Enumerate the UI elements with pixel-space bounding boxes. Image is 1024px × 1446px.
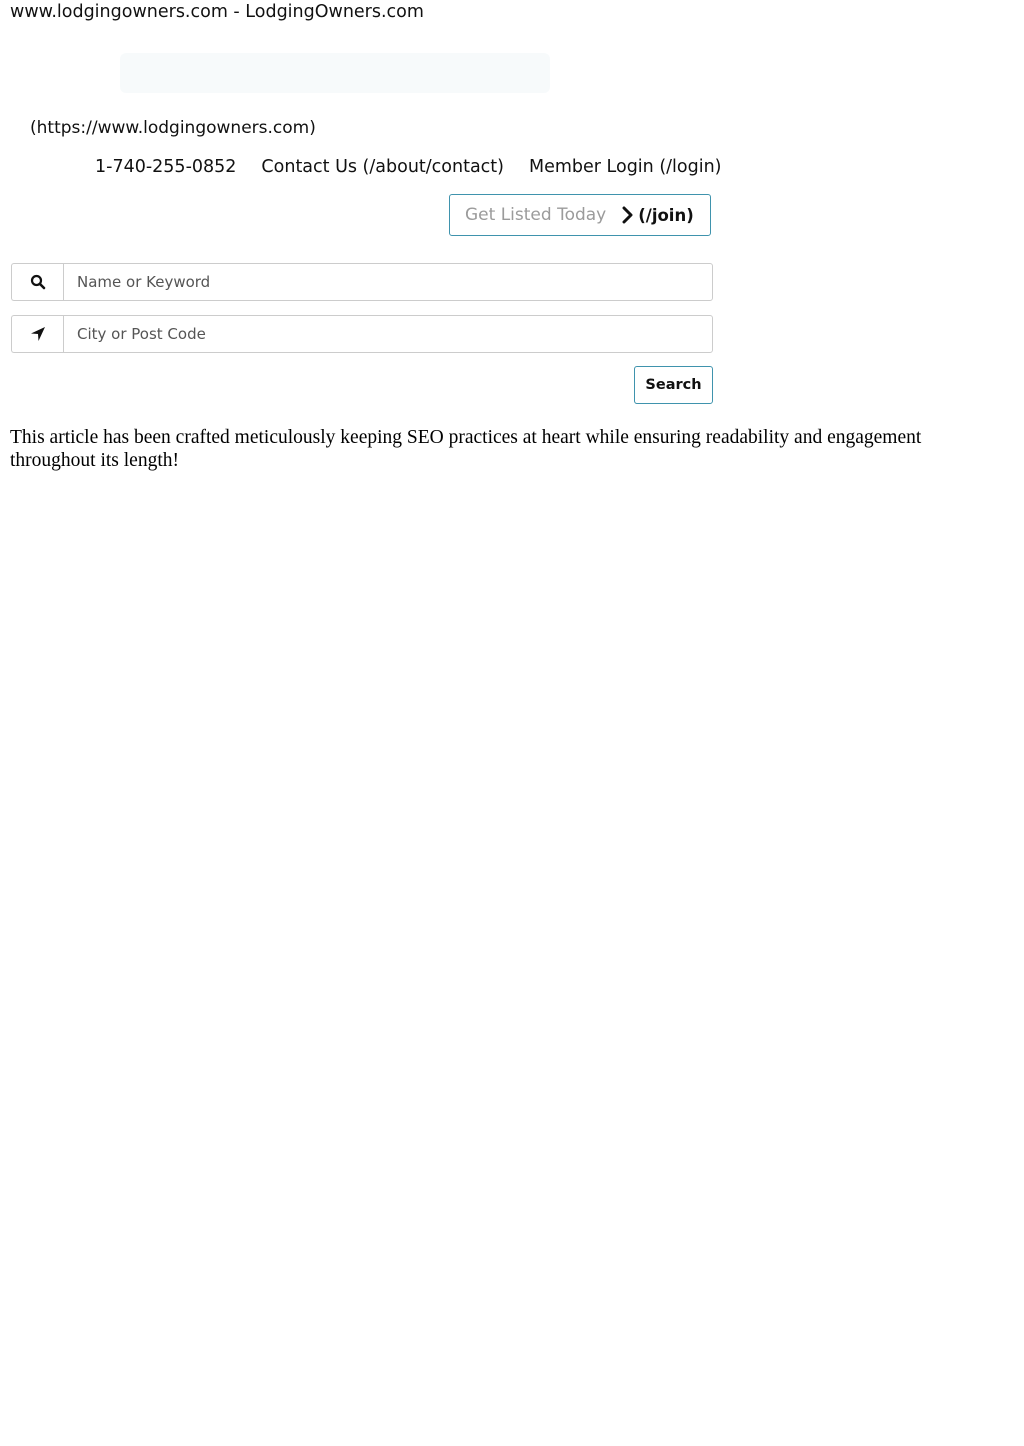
get-listed-button[interactable] [449, 194, 711, 236]
logo-link[interactable]: (https://www.lodgingowners.com) [30, 118, 316, 138]
member-login-link[interactable]: Member Login (/login) [529, 157, 722, 177]
location-addon [11, 315, 63, 353]
site-logo[interactable] [120, 45, 550, 100]
page-title: www.lodgingowners.com - LodgingOwners.com [10, 2, 424, 22]
location-arrow-icon [30, 326, 46, 342]
top-links [95, 156, 722, 178]
join-link[interactable]: (/join) [638, 205, 694, 225]
search-icon [30, 274, 46, 290]
keyword-search-group [11, 263, 713, 301]
phone-link[interactable]: 1-740-255-0852 [95, 157, 237, 177]
get-listed-label: Get Listed Today [465, 205, 607, 225]
article-text: This article has been crafted meticulously keeping SEO practices at heart while ensuring readability and engagement throughout its length! [10, 427, 922, 471]
chevron-right-icon [620, 206, 636, 224]
location-search-input[interactable] [63, 315, 713, 353]
keyword-search-input[interactable] [63, 263, 713, 301]
search-button[interactable]: Search [634, 366, 713, 404]
location-search-group [11, 315, 713, 353]
keyword-addon [11, 263, 63, 301]
contact-us-link[interactable]: Contact Us (/about/contact) [261, 157, 504, 177]
